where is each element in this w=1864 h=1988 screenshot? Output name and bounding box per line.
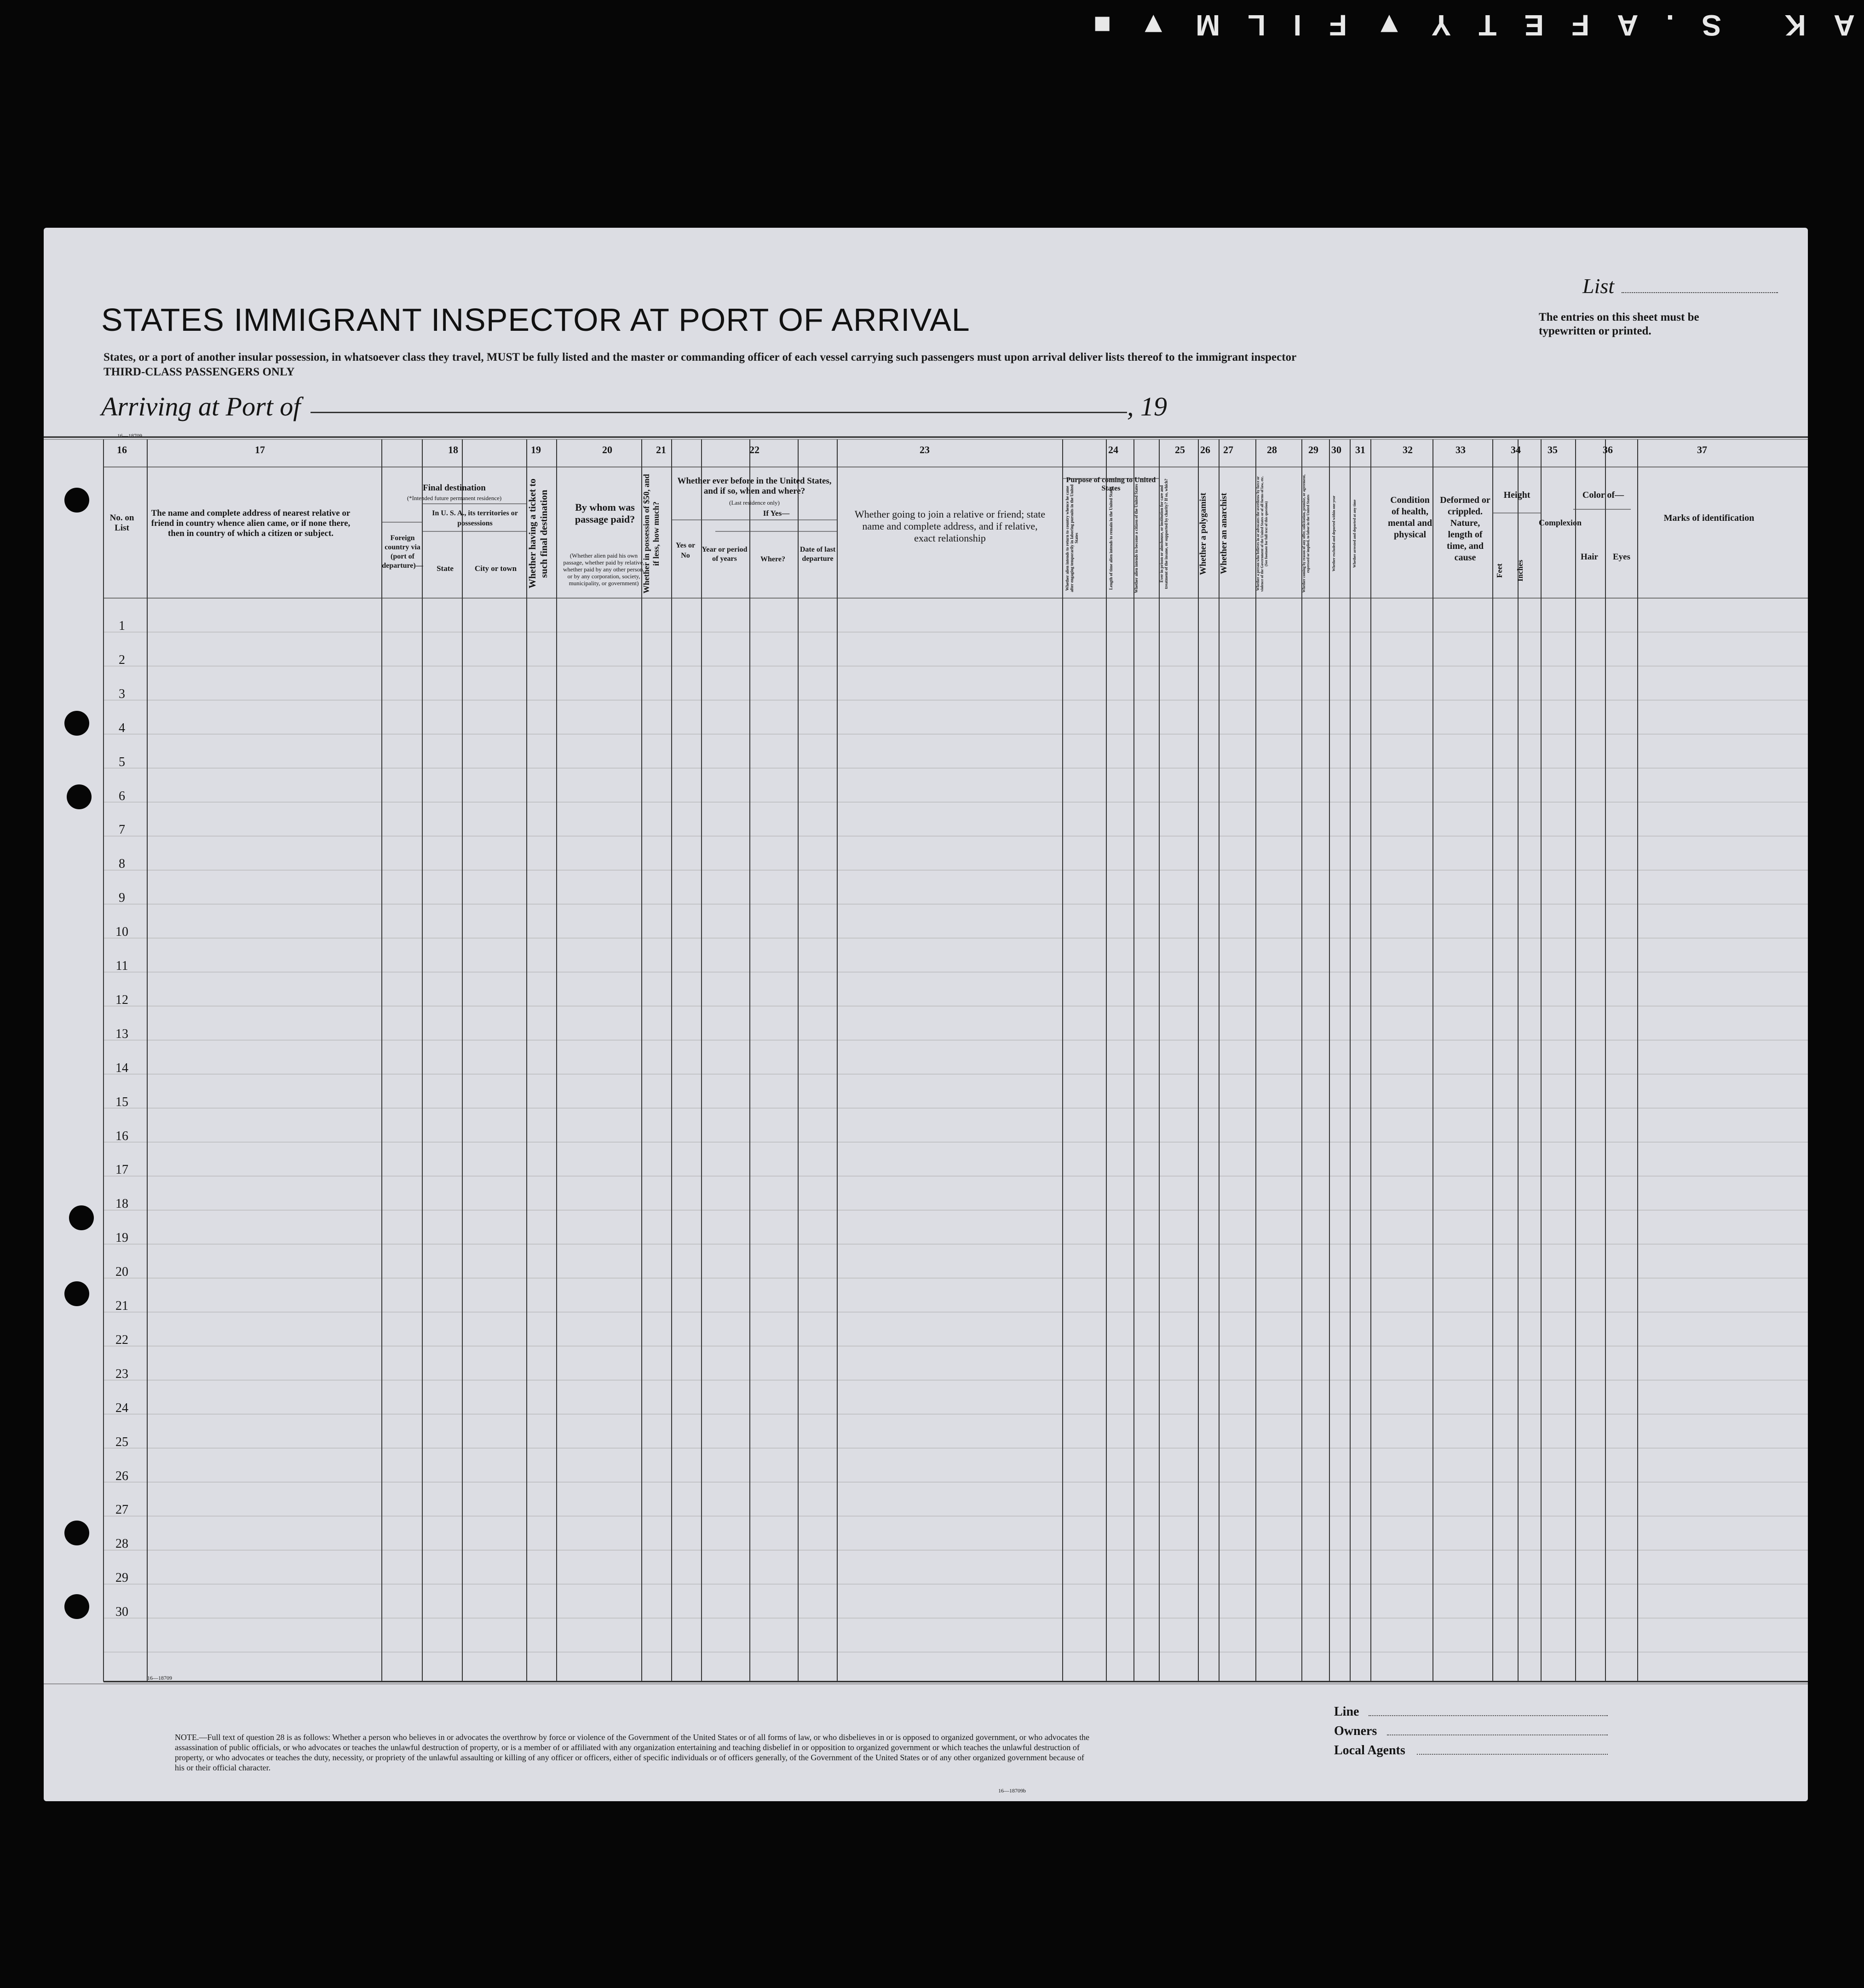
film-edge-strip: [0, 0, 1864, 51]
header-foreign-country: Foreign country via (port of departure)—: [382, 534, 423, 570]
row-number: 17: [115, 1163, 128, 1177]
col-number: 36: [1603, 444, 1613, 455]
col-number: 18: [448, 444, 458, 455]
row-number: 27: [115, 1503, 128, 1517]
header-purpose-return: Whether alien intends to return to country whence he came after engaging temporarily in laboring pursuits in the United States: [1065, 484, 1079, 592]
form-title: STATES IMMIGRANT INSPECTOR AT PORT OF ARRIVAL: [101, 302, 970, 338]
row-number: 13: [115, 1026, 128, 1041]
header-join-relative: Whether going to join a relative or friend; state name and complete address, and if relative, exact relationship: [854, 508, 1046, 544]
row-number: 20: [115, 1265, 128, 1279]
row-number: 16: [115, 1129, 128, 1143]
header-labor-offer: Whether coming by reason of any offer, solicitation, promise, or agreement, expressed or implied, to labor in the United States: [1302, 474, 1310, 593]
col-number: 30: [1331, 444, 1341, 455]
col-number: 31: [1355, 444, 1365, 455]
form-number-bottom: 16—18709: [147, 1675, 172, 1681]
film-edge-text: AK S.AFETY▼FILM▼■: [1065, 9, 1855, 42]
header-health: Condition of health, mental and physical: [1387, 495, 1433, 540]
row-number: 19: [115, 1231, 128, 1245]
form-class-note: THIRD-CLASS PASSENGERS ONLY: [104, 366, 295, 378]
header-state: State: [437, 564, 454, 573]
header-where: Where?: [760, 555, 785, 563]
col-number: 26: [1200, 444, 1210, 455]
header-ticket: Whether having a ticket to such final destination: [527, 478, 549, 589]
row-number: 30: [115, 1605, 128, 1619]
row-number: 6: [119, 789, 125, 803]
footer-owners-label: Owners: [1334, 1724, 1377, 1738]
header-color-of: Color of—: [1582, 490, 1624, 500]
col-number: 28: [1267, 444, 1277, 455]
row-number: 3: [119, 686, 125, 701]
header-eyes: Eyes: [1613, 552, 1630, 562]
row-number: 1: [119, 619, 125, 633]
col-number: 33: [1456, 444, 1466, 455]
form-number-top: 16—18709: [117, 432, 142, 439]
header-passage-paid: By whom was passage paid?: [575, 501, 635, 525]
footer-agents-field[interactable]: [1417, 1754, 1608, 1755]
punch-hole: [64, 1521, 89, 1545]
col-number: 29: [1308, 444, 1318, 455]
punch-hole: [64, 1594, 89, 1619]
footer-line-field[interactable]: [1369, 1715, 1608, 1716]
header-final-destination: Final destination: [423, 483, 486, 493]
footer-agents-label: Local Agents: [1334, 1743, 1405, 1758]
col-number: 19: [531, 444, 541, 455]
form-number-note: 16—18709b: [998, 1787, 1026, 1794]
col-number: 17: [255, 444, 265, 455]
col-number: 16: [117, 444, 127, 455]
col-number: 32: [1403, 444, 1413, 455]
manifest-grid: [44, 228, 1808, 1801]
footer-line-label: Line: [1334, 1705, 1359, 1719]
row-number: 12: [115, 992, 128, 1007]
row-number: 11: [115, 959, 128, 973]
header-ever-before-sub: (Last residence only): [729, 499, 780, 506]
header-in-usa: In U. S. A., its territories or possessions: [432, 509, 518, 527]
header-ever-before: Whether ever before in the United States, and if so, when and where?: [677, 476, 832, 496]
row-number: 26: [115, 1469, 128, 1483]
row-number: 5: [119, 755, 125, 769]
header-fifty-dollars: Whether in possession of $50, and if less, how much?: [642, 474, 661, 594]
header-passage-paid-sub: (Whether alien paid his own passage, whether paid by relative, whether paid by any other person, or by any corporation, society, municipality, or government): [563, 552, 644, 587]
header-city: City or town: [474, 564, 517, 573]
header-height: Height: [1503, 490, 1530, 500]
header-excluded: Whether excluded and deported within one year: [1332, 496, 1336, 572]
header-hair: Hair: [1581, 552, 1598, 562]
col-number: 22: [749, 444, 759, 455]
col-number: 24: [1108, 444, 1118, 455]
col-number: 37: [1697, 444, 1707, 455]
col-number: 20: [602, 444, 612, 455]
row-number: 10: [115, 925, 128, 939]
manifest-sheet: [44, 228, 1808, 1801]
row-number: 7: [119, 823, 125, 837]
header-final-destination-sub: (*Intended future permanent residence): [407, 495, 502, 501]
list-label: List: [1582, 274, 1615, 298]
punch-hole: [69, 1205, 94, 1230]
header-year-period: Year or period of years: [702, 546, 748, 563]
header-yes-no: Yes or No: [675, 542, 696, 559]
row-number: 25: [115, 1435, 128, 1449]
punch-hole: [64, 488, 89, 513]
row-number: 14: [115, 1060, 128, 1075]
row-number: 4: [119, 720, 125, 735]
header-if-yes: If Yes—: [763, 509, 790, 518]
header-nearest-relative: The name and complete address of nearest relative or friend in country whence alien came, or if none there, then in country of which a citizen or subject.: [151, 508, 351, 538]
entries-note: The entries on this sheet must be typewritten or printed.: [1539, 311, 1699, 337]
row-number: 15: [115, 1095, 128, 1109]
col-number: 34: [1511, 444, 1521, 455]
col-number: 23: [920, 444, 930, 455]
header-purpose-citizen: Whether alien intends to become a citizen of the United States: [1134, 484, 1139, 593]
row-number: 21: [115, 1299, 128, 1313]
header-deformed: Deformed or crippled. Nature, length of time, and cause: [1440, 495, 1490, 563]
col-number: 27: [1223, 444, 1233, 455]
header-date-departure: Date of last departure: [800, 546, 836, 563]
header-arrested: Whether arrested and deported at any time: [1352, 499, 1357, 568]
row-number: 18: [115, 1197, 128, 1211]
col-number: 21: [656, 444, 666, 455]
row-number: 22: [115, 1332, 128, 1347]
header-purpose-length: Length of time alien intends to remain in the United States: [1109, 486, 1113, 590]
row-number: 9: [119, 891, 125, 905]
header-anarchist: Whether an anarchist: [1219, 493, 1229, 575]
col-number: 25: [1175, 444, 1185, 455]
row-number: 8: [119, 857, 125, 871]
form-subtitle: States, or a port of another insular possession, in whatsoever class they travel, MUST be fully listed and the master or commanding officer of each vessel carrying such passengers must upon arrival deliver lists thereof to the immigrant inspector: [104, 351, 1297, 363]
footnote-question-28: NOTE.—Full text of question 28 is as follows: Whether a person who believes in or advocates the overthrow by force or violence of the Government of the United States or of all forms of law, or who disbelieves in or is opposed to organized government, or who advocates the assassination of public officials, or who advocates or teaches the unlawful destruction of property, or is a member of or affiliated with any organization entertaining and teaching disbelief in or opposition to organized government or which teaches the unlawful destruction of property, or who advocates or teaches the duty, necessity, or propriety of the unlawful assaulting or killing of any officer or officers, either of specific individuals or of officers generally, of the Government of the United States or of any other organized government because of his or their official character.: [175, 1733, 1090, 1772]
header-complexion: Complexion: [1539, 518, 1582, 527]
header-prison: Ever in prison or almshouse, or institution for care and treatment of the insane, or supported by charity? If so, which?: [1159, 478, 1168, 589]
punch-hole: [67, 784, 92, 809]
col-number: 35: [1548, 444, 1558, 455]
arriving-label: Arriving at Port of: [101, 392, 301, 421]
header-purpose: Purpose of coming to United States: [1066, 476, 1156, 492]
punch-hole: [64, 711, 89, 736]
header-no-on-list: No. on List: [109, 513, 134, 533]
header-inches: Inches: [1516, 559, 1525, 582]
header-marks: Marks of identification: [1663, 513, 1755, 523]
row-number: 28: [115, 1537, 128, 1551]
row-number: 29: [115, 1571, 128, 1585]
row-number: 2: [119, 652, 125, 667]
row-number: 23: [115, 1366, 128, 1381]
header-overthrow: Whether a person who believes in or advocates the overthrow by force or violence of the Government of the United States or of all forms of law, etc. (See footnote for full text of this question): [1256, 476, 1268, 592]
punch-hole: [64, 1281, 89, 1306]
header-feet: Feet: [1495, 563, 1504, 578]
year-prefix: , 19: [1127, 392, 1167, 421]
row-number: 24: [115, 1400, 128, 1415]
footer-owners-field[interactable]: [1387, 1734, 1608, 1735]
header-polygamist: Whether a polygamist: [1198, 492, 1208, 575]
